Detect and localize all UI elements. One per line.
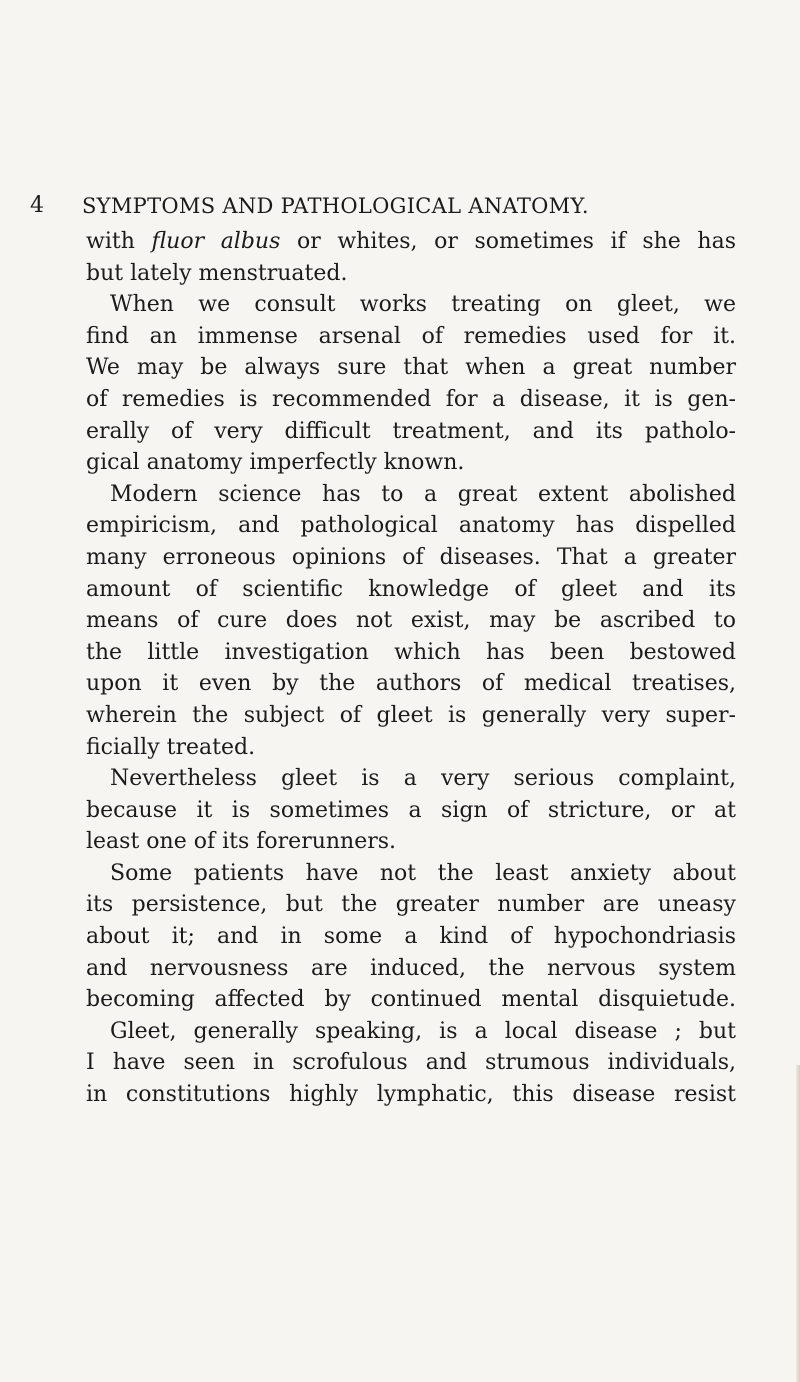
- text-line: its persistence, but the greater number are uneasy: [86, 892, 736, 918]
- text-line: find an immense arsenal of remedies used for it.: [86, 323, 736, 349]
- text-line: but lately menstruated.: [86, 260, 348, 286]
- text-line: amount of scientific knowledge of gleet and its: [86, 576, 736, 602]
- body-text: [86, 226, 736, 1111]
- page-edge-shadow: [796, 1065, 800, 1382]
- text-line: means of cure does not exist, may be ascribed to: [86, 608, 736, 634]
- text-line: I have seen in scrofulous and strumous individuals,: [86, 1050, 736, 1076]
- paragraph-start: Modern science has to a great extent abolished: [110, 481, 736, 507]
- text-line: We may be always sure that when a great number: [86, 355, 736, 381]
- text-line: about it; and in some a kind of hypochondriasis: [86, 924, 736, 950]
- text-line: least one of its forerunners.: [86, 829, 397, 855]
- text-line: erally of very difficult treatment, and its patholo-: [86, 418, 736, 444]
- text-line: the little investigation which has been bestowed: [86, 639, 736, 665]
- paragraph-start: Nevertheless gleet is a very serious complaint,: [110, 766, 736, 792]
- page-number: 4: [30, 193, 44, 218]
- text-line: many erroneous opinions of diseases. That a greater: [86, 544, 736, 570]
- text-line: wherein the subject of gleet is generally very super-: [86, 702, 736, 728]
- italic-phrase: fluor albus: [151, 229, 281, 254]
- paragraph-start: When we consult works treating on gleet, we: [110, 292, 736, 318]
- text-line: ficially treated.: [86, 734, 256, 760]
- text-line: with fluor albus or whites, or sometimes if she has: [86, 229, 736, 254]
- paragraph-start: Gleet, generally speaking, is a local disease ; but: [110, 1018, 736, 1044]
- running-title: SYMPTOMS AND PATHOLOGICAL ANATOMY.: [82, 194, 589, 218]
- paragraph-start: Some patients have not the least anxiety about: [110, 860, 736, 886]
- text-line: becoming affected by continued mental disquietude.: [86, 987, 736, 1013]
- page-header: [30, 190, 660, 222]
- text-line: of remedies is recommended for a disease, it is gen-: [86, 386, 736, 412]
- text-line: and nervousness are induced, the nervous system: [86, 955, 736, 981]
- text-line: empiricism, and pathological anatomy has dispelled: [86, 513, 736, 539]
- text-line: gical anatomy imperfectly known.: [86, 450, 465, 476]
- text-line: upon it even by the authors of medical treatises,: [86, 671, 736, 697]
- text-line: in constitutions highly lymphatic, this disease resist: [86, 1082, 736, 1108]
- text-line: because it is sometimes a sign of stricture, or at: [86, 797, 736, 823]
